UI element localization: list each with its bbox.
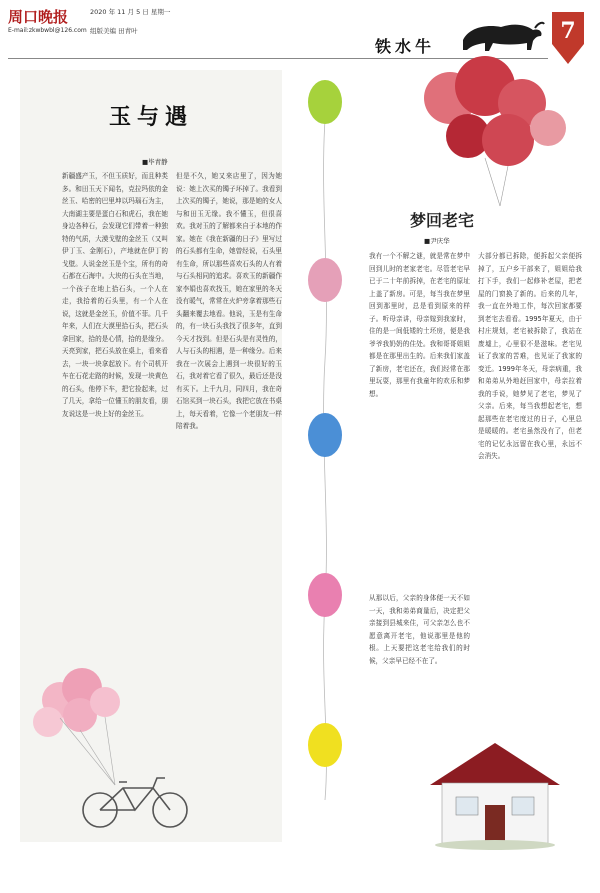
house-illustration	[420, 735, 570, 855]
balloon-bunch-illustration	[20, 640, 180, 790]
page-number: 7	[560, 18, 576, 44]
right-article-column-2: 大部分都已拆除，便拆起父亲便拆掉了，五户乡干部来了，姐姐给我打下手，我们一起修补老屋，把老屋的门窗换了新的。后来的几年，我一直在外地工作，每次回家都要到老宅去看看。1995年夏天，由于村庄规划，老宅被拆除了，我站在废墟上，心里很不是滋味。老宅见证了我家的苦难，也见证了我家的变迁。1999年冬天，母亲病重，我和弟弟从外地赶回家中，母亲拉着我的手说，她梦见了老宅，梦见了父亲。后来，每当我想起老宅，想起那些在老宅度过的日子，心里总是暖暖的。老宅虽然没有了，但老宅的记忆永远留在我心里，永远不会消失。	[478, 252, 582, 460]
bicycle-icon	[75, 770, 195, 830]
right-article-column-1-continued: 从那以后，父亲的身体便一天不如一天，我和弟弟商量后，决定把父亲接到县城来住，可父亲怎么也不愿意离开老宅，他说那里是他的根。上天要把这老宅给我们的时候，父亲早已经不在了。	[369, 594, 470, 665]
balloon-string-divider	[300, 80, 350, 800]
right-article-column-1: 我有一个不解之谜，就是常在梦中回到儿时的老家老宅。尽管老宅早已于二十年前拆掉，在老宅的原址上盖了新房。可是，每当我在梦里回到那里时，总是看到原来的样子。听母亲讲，母亲嫁到我家时，住的是一间低矮的土坯房，便是我爷爷我奶奶的住处。我和哥哥姐姐都是在那里出生的。后来我们家盖了新房，老宅还在，我们经常在那里玩耍，那里有我童年的欢乐和梦想。	[369, 252, 470, 398]
contact-email: E-mail:zkwbwbl@126.com	[8, 27, 87, 34]
editor-credit: 组版美编 田青叶	[90, 27, 138, 35]
left-article-byline: ■毕青静	[142, 158, 168, 166]
right-article-title: 梦回老宅	[409, 211, 474, 230]
red-balloons-illustration	[390, 58, 590, 208]
left-article-column-2: 但是不久，她又来店里了，因为她说：她上次买的镯子坏掉了。我看到上次买的镯子，她说，那是她的女人与和田玉无缘。我不懂玉，但很喜欢。我对玉的了解都来自于本地的作家。她在《我在新疆的日子》里写过的石头都有生命，她曾经说，石头里有生命，所以那些喜欢石头的人有着与石头相同的追求。喜欢玉的新疆作家李娟也喜欢找玉，她在家里的冬天没有暖气，常常在火炉旁拿着那些石头翻来覆去地看。他说，玉是有生命的，有一块石头我找了很多年，直到今天才找到。但是石头是有灵性的，人与石头的相遇，是一种缘分。后来我在一次展会上遇到一块很好的玉石，我对着它看了很久，最后还是没有买下。上千九月，同四月，我在奇石馆买到一块石头，我把它放在书桌上，每天看着，它像一个老朋友一样陪着我。	[176, 172, 282, 430]
left-article-column-1: 新疆盛产玉，不但玉质好，而且种类多。和田玉天下闻名，克拉玛依的金丝玉、哈密的巴里坤以玛瑙石为主，大南湖主要是蛋白石和虎石，我在她身边各种石，会发现它们带着一种独特的气质，大漠戈壁的金丝玉（又叫伊丁玉、金刚石），产地就在伊丁的戈壁。人说金丝玉是个宝，所有的奇石都在石海中。大块的石头在当地，一个孩子在地上拾石头，一个人在走，我拾着的石头里，有一个人在说，这就是金丝玉，价值不菲。几千年来，人们在大漠里拾石头，把石头拿回家，拾的是心情，拾的是缘分。天亮到家，把石头放在桌上，看来看去，一块一块拿起放下。有个司机开车在石花走路的时候，发现一块黄色的石头，他停下车，把它捡起来，过了几天，拿给一位懂玉的朋友看，朋友说这是一块上好的金丝玉。	[62, 172, 168, 418]
dateline: 2020 年 11 月 5 日 星期一	[90, 8, 171, 16]
masthead-logo: 周口晚报	[8, 8, 69, 26]
bull-icon	[455, 14, 545, 54]
right-article-byline: ■尹庆华	[424, 237, 450, 245]
left-article-title: 玉与遇	[108, 104, 193, 130]
section-title: 铁水牛	[375, 37, 436, 56]
